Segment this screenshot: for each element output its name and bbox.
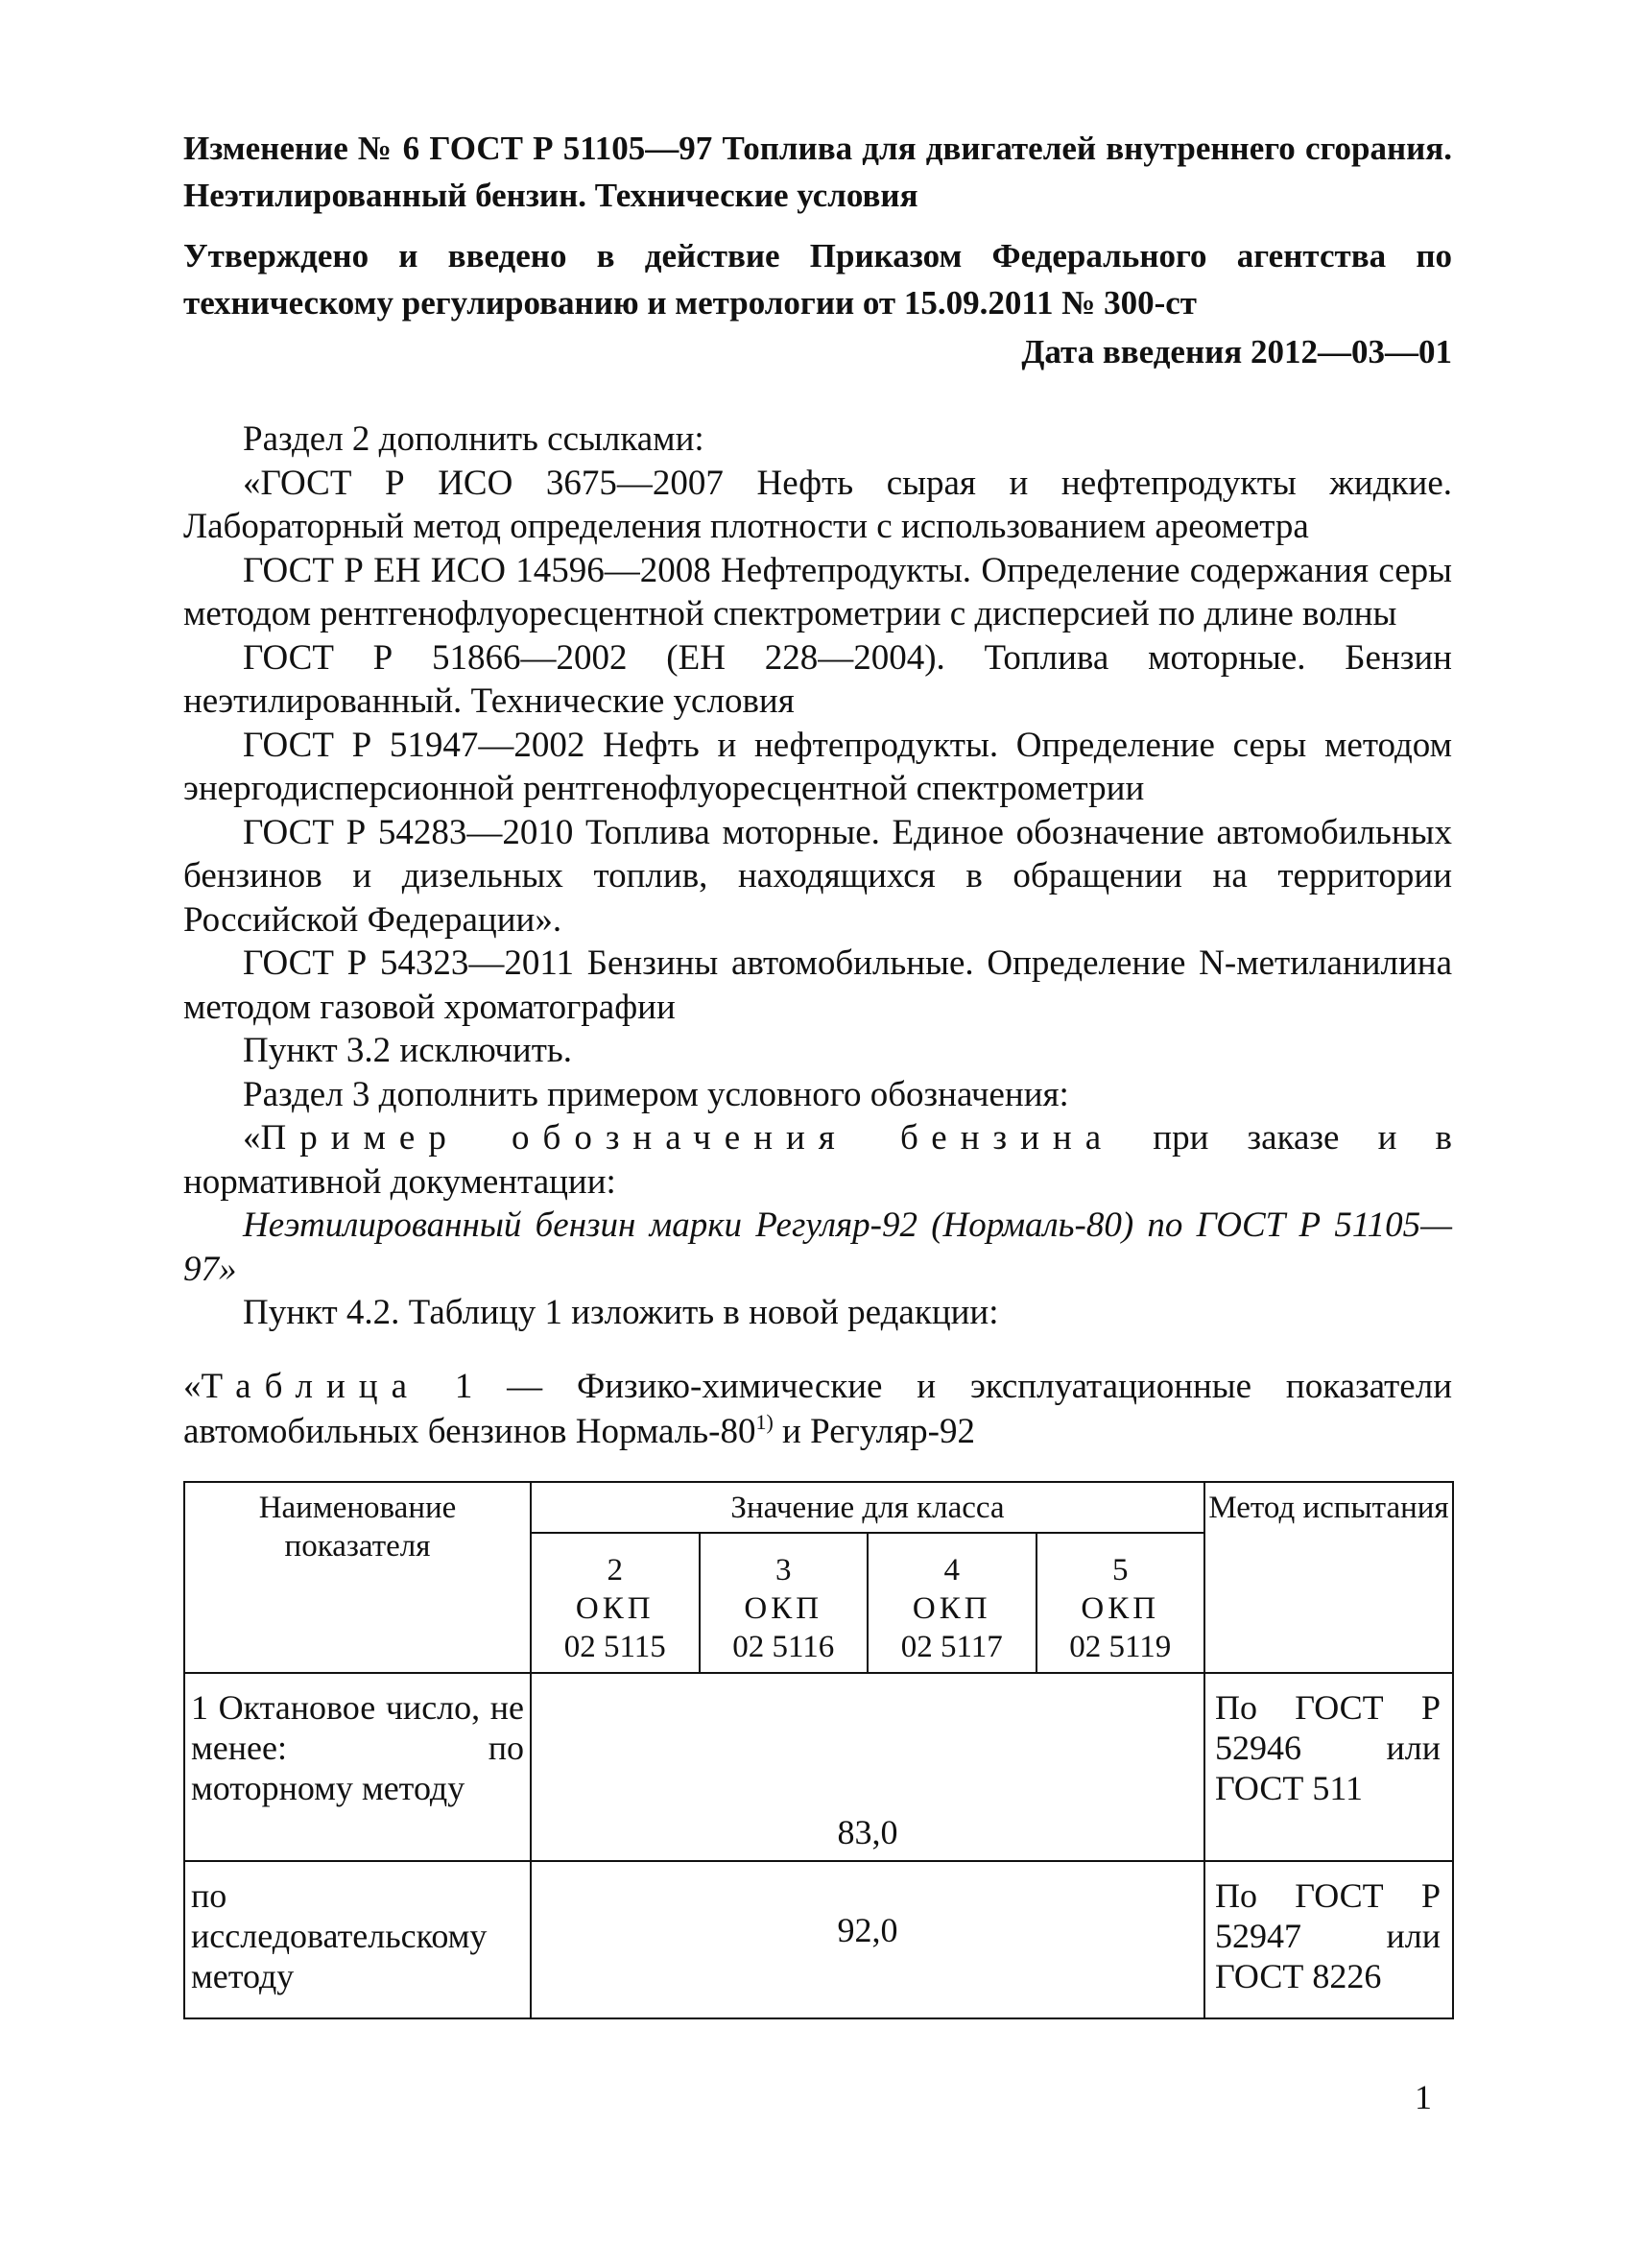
approval-statement: Утверждено и введено в действие Приказом Федерального агентства по техническому регулированию и метрологии от 15.09.2011 № 300-ст bbox=[183, 237, 1452, 322]
reference-item: «ГОСТ Р ИСО 3675—2007 Нефть сырая и нефтепродукты жидкие. Лабораторный метод определения плотности с использованием ареометра bbox=[183, 463, 1452, 546]
caption-text-end: и Регуляр-92 bbox=[773, 1411, 975, 1451]
class-header: 3 ОКП 02 5116 bbox=[700, 1533, 869, 1673]
caption-prefix: « bbox=[183, 1366, 202, 1406]
paragraph: Раздел 2 дополнить ссылками: bbox=[243, 419, 704, 459]
class-header: 4 ОКП 02 5117 bbox=[868, 1533, 1036, 1673]
paragraph: Раздел 3 дополнить примером условного обозначения: bbox=[243, 1074, 1069, 1114]
paragraph: Пункт 4.2. Таблицу 1 изложить в новой редакции: bbox=[243, 1293, 999, 1332]
col-header-values: Значение для класса bbox=[531, 1482, 1204, 1533]
reference-item: ГОСТ Р 51947—2002 Нефть и нефтепродукты. Определение серы методом энергодисперсионной рентгенофлуоресцентной спектрометрии bbox=[183, 725, 1452, 808]
reference-item: ГОСТ Р 54323—2011 Бензины автомобильные. Определение N-метиланилина методом газовой хроматографии bbox=[183, 943, 1452, 1027]
example-designation: Неэтилированный бензин марки Регуляр-92 (Нормаль-80) по ГОСТ Р 51105—97» bbox=[183, 1206, 1452, 1289]
caption-label: Таблица bbox=[201, 1366, 420, 1406]
row-method: По ГОСТ Р 52947 или ГОСТ 8226 bbox=[1204, 1861, 1453, 2018]
footnote-mark: 1) bbox=[755, 1409, 774, 1434]
document-body bbox=[183, 418, 1452, 1335]
table-row bbox=[184, 1673, 1453, 1861]
row-name: 1 Октановое число, не менее: по моторному методу bbox=[184, 1673, 531, 1861]
example-quote: « bbox=[243, 1118, 261, 1158]
table-row bbox=[184, 1861, 1453, 2018]
row-method: По ГОСТ Р 52946 или ГОСТ 511 bbox=[1204, 1673, 1453, 1861]
reference-item: ГОСТ Р ЕН ИСО 14596—2008 Нефтепродукты. Определение содержания серы методом рентгенофлуоресцентной спектрометрии с дисперсией по длине волны bbox=[183, 550, 1452, 633]
class-header: 5 ОКП 02 5119 bbox=[1036, 1533, 1205, 1673]
row-name: по исследовательскому методу bbox=[184, 1861, 531, 2018]
effective-date: Дата введения 2012—03—01 bbox=[1021, 333, 1452, 370]
col-header-method: Метод испытания bbox=[1204, 1482, 1453, 1673]
caption-text: 1 — Физико-химические и эксплуатационные показатели автомобильных бензинов Нормаль-80 bbox=[183, 1366, 1452, 1451]
example-paragraph bbox=[183, 1116, 1452, 1204]
class-header: 2 ОКП 02 5115 bbox=[531, 1533, 700, 1673]
reference-item: ГОСТ Р 51866—2002 (ЕН 228—2004). Топлива моторные. Бензин неэтилированный. Технические условия bbox=[183, 637, 1452, 721]
table-header-row bbox=[184, 1482, 1453, 1533]
reference-item: ГОСТ Р 54283—2010 Топлива моторные. Единое обозначение автомобильных бензинов и дизельных топлив, находящихся в обращении на территории Российской Федерации». bbox=[183, 812, 1452, 940]
row-value: 92,0 bbox=[531, 1861, 1204, 2018]
properties-table bbox=[183, 1481, 1454, 2019]
row-value: 83,0 bbox=[531, 1673, 1204, 1861]
page-number: 1 bbox=[1415, 2078, 1432, 2116]
table-caption bbox=[183, 1364, 1452, 1454]
example-spaced-label: Пример обозначения бензина bbox=[260, 1118, 1115, 1158]
document-page bbox=[183, 125, 1452, 2019]
document-header bbox=[183, 125, 1452, 375]
col-header-name: Наименование показателя bbox=[184, 1482, 531, 1673]
paragraph: Пункт 3.2 исключить. bbox=[243, 1031, 573, 1070]
example-rest: при заказе и в нормативной документации: bbox=[183, 1118, 1452, 1202]
amendment-title: Изменение № 6 ГОСТ Р 51105—97 Топлива для двигателей внутреннего сгорания. Неэтилированный бензин. Технические условия bbox=[183, 130, 1452, 214]
